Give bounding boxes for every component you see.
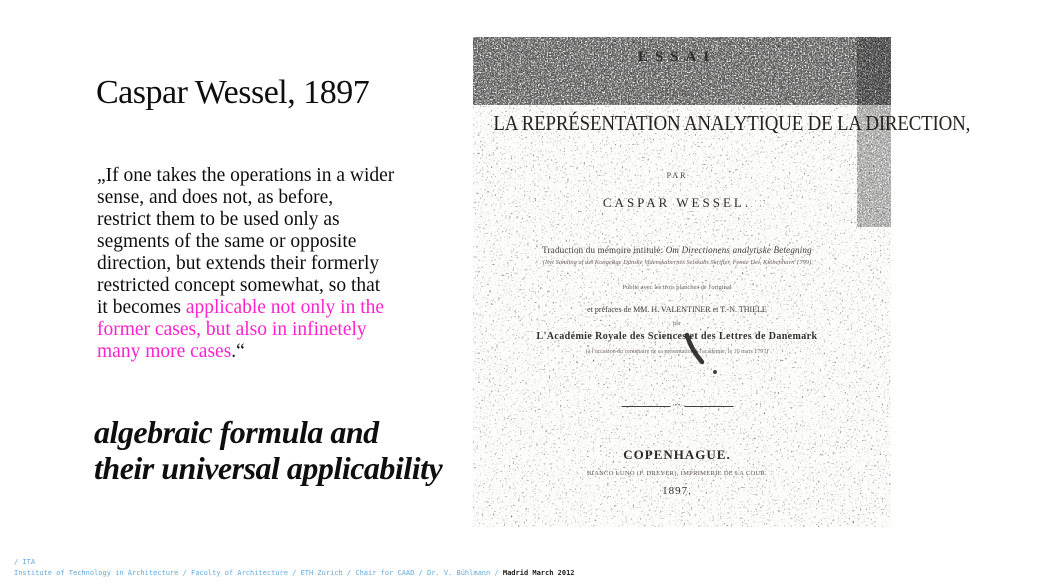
divider-line-left [622,406,671,407]
slide-title: Caspar Wessel, 1897 [96,74,370,111]
footer-affiliation: Institute of Technology in Architecture / Faculty of Architecture / ETH Zurich / Chair for CAAD / Dr. V. Bühlmann / [14,569,503,577]
scan-par-label-2: par [673,321,681,327]
footer-event-date: Madrid March 2012 [502,569,575,577]
quote-tail: .“ [231,341,245,362]
divider-ornament: ·•¦•· [672,403,683,409]
quote-highlight: applicable not only in the former cases, but also in infinetely many more cases [97,297,385,362]
scan-source-note: (Nyt Samling af det Kongelige Danske Videnskabernes Selskabs Skrifter, Femte Del, Kiöbenhavn 1799) [542,259,812,266]
scanned-title-page [473,37,971,527]
scan-sur: SUR [664,89,690,98]
footer [14,557,575,579]
scan-author: CASPAR WESSEL. [602,195,752,210]
slide-statement: algebraic formula and their universal applicability [94,414,443,486]
scan-city: COPENHAGUE. [623,447,731,462]
quote-paragraph [97,165,487,363]
footer-line1: / ITA [14,558,36,566]
pen-mark [678,331,728,379]
footer-line2 [14,568,575,579]
scan-centenaire-note: (à l'occasion du centenaire de sa présentation à l'académie, le 10 mars 1797) [585,349,769,355]
scan-printer-line: BIANCO LUNO (F. DREYER), IMPRIMERIE DE LA COUR. [586,470,768,477]
scan-traduction-title: Om Directionens analytiske Betegning [665,245,812,255]
scan-prefaces-line: et préfaces de MM. H. VALENTINER et T.-N. THIELE [587,305,767,314]
scan-academie-line: L'Académie Royale des Sciences et des Lettres de Danemark [536,331,818,342]
scan-publie-note: Publié avec les trois planches de l'original [622,284,732,291]
ornamental-divider [622,403,734,409]
scan-text-layer [473,37,971,527]
scan-traduction-label: Traduction du mémoire intitulé: [542,245,666,255]
scan-header-essai: ESSAI [637,49,717,65]
scan-par-label: PAR [666,171,688,180]
scan-main-title: LA REPRÉSENTATION ANALYTIQUE DE LA DIRECTION, [493,111,971,135]
scan-year: 1897. [662,485,692,497]
divider-line-right [684,406,733,407]
quote-lead: „If one takes the operations in a wider sense, and does not, as before, restrict them to be used only as segments of the same or opposite direction, but extends their formerly restricted concept somewhat, so that it becomes [97,165,395,318]
scan-traduction-line [473,245,881,255]
